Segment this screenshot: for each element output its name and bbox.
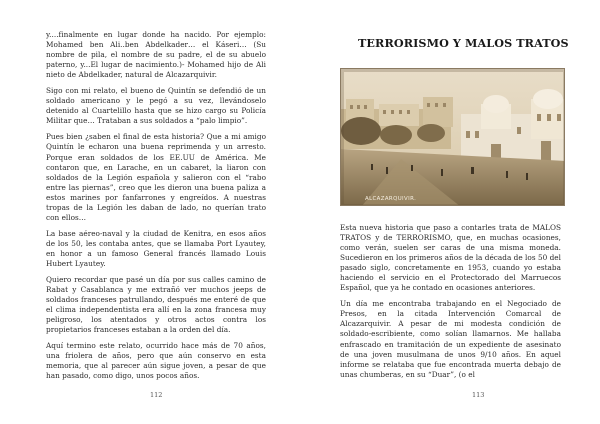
page-number: 112 (150, 391, 163, 399)
chapter-title: TERRORISMO Y MALOS TRATOS (358, 36, 569, 50)
left-body-text (46, 30, 266, 388)
historical-photo (340, 68, 565, 206)
paragraph: Un día me encontraba trabajando en el Negociado de Presos, en la citada Intervención Comarcal de Alcazarquivir. A pesar de mi modesta condición de soldado-escribiente, como solían llamarnos. Me hallaba enfrascado en tramitación de un expediente de asesinato de una joven musulmana de unos 9/10 años. En aquel informe se relataba que fue encontrada muerta debajo de unas chumberas, en su “Duar”, (o el (340, 299, 561, 379)
paragraph: La base aéreo-naval y la ciudad de Kenitra, en esos años de los 50, les contaba antes, que se llamaba Port Lyautey, en honor a un famoso General francés llamado Louis Hubert Lyautey. (46, 228, 266, 268)
photo-caption: ALCAZARQUIVIR. (365, 196, 417, 202)
paragraph: Esta nueva historia que paso a contarles trata de MALOS TRATOS y de TERRORISMO, que, en muchas ocasiones, como verán, suelen ser caras de una misma moneda. Sucedieron en los primeros años de la década de los 50 del pasado siglo, concretamente en 1953, cuando yo estaba haciendo el servicio en el Protectorado del Marruecos Español, que ya he contado en ocasiones anteriores. (340, 223, 561, 293)
paragraph: Sigo con mi relato, el bueno de Quintín se defendió de un soldado americano y le pegó a su vez, llevándoselo detenido al Cuartelillo hasta que se hizo cargo su Policía Militar que… Trataban a sus soldados a “palo limpio”. (46, 86, 266, 126)
paragraph: Quiero recordar que pasé un día por sus calles camino de Rabat y Casablanca y me extrañó ver muchos jeeps de soldados franceses patrullando, después me enteré de que el clima independentista era allí en la zona francesa muy peligroso, los atentados y otros actos contra los propietarios franceses estaban a la orden del día. (46, 275, 266, 335)
paragraph: y....finalmente en lugar donde ha nacido. Por ejemplo: Mohamed ben Ali..ben Abdelkader… el Káseri… (Su nombre de pila, el nombre de su padre, el de su abuelo paterno, y...El lugar de nacimiento.)- Mohamed hijo de Ali nieto de Abdelkader, natural de Alcazarquivir. (46, 30, 266, 80)
paragraph: Aquí termino este relato, ocurrido hace más de 70 años, una friolera de años, pero que aún conservo en esta memoria, que al parecer aún sigue joven, a pesar de que han pasado, como digo, unos pocos años. (46, 341, 266, 381)
street-scene-illustration (341, 69, 565, 206)
right-body-text (340, 223, 561, 386)
page-number: 113 (472, 391, 485, 399)
right-page (300, 0, 600, 424)
paragraph: Pues bien ¿saben el final de esta historia? Que a mi amigo Quintín le echaron una buena reprimenda y un arresto. Porque eran soldados de los EE.UU de América. Me contaron que, en Larache, en un cabaret, la liaron con soldados de la Legión española y salieron con el “rabo entre las piernas”, creo que les dieron una buena paliza a estos marines por fanfarrones y engreídos. A nuestras tropas de la Legión les daban de lado, no querían trato con ellos… (46, 132, 266, 222)
